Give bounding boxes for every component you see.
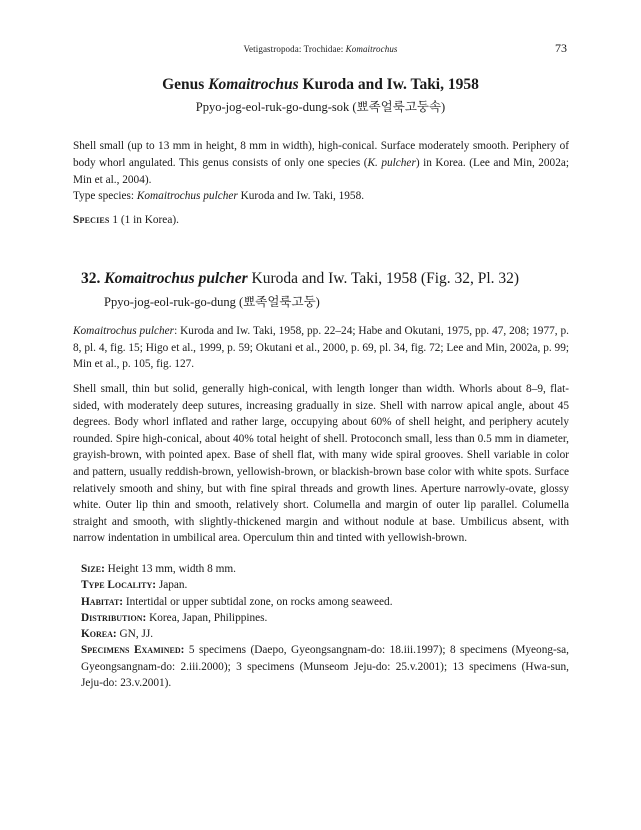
fact-habitat bbox=[81, 594, 569, 610]
genus-title-prefix: Genus bbox=[162, 76, 209, 93]
synonymy bbox=[73, 323, 569, 373]
fact-label: Korea: bbox=[81, 628, 117, 641]
fact-value: Intertidal or upper subtidal zone, on rocks among seaweed. bbox=[123, 595, 393, 608]
genus-title-name: Komaitrochus bbox=[208, 76, 299, 93]
page-number: 73 bbox=[555, 41, 567, 55]
fact-value: Height 13 mm, width 8 mm. bbox=[104, 563, 237, 575]
fact-label: Specimens Examined: bbox=[81, 644, 185, 657]
fact-size bbox=[81, 561, 569, 577]
genus-description-species: K. pulcher bbox=[367, 157, 416, 169]
synonymy-name: Komaitrochus pulcher bbox=[73, 325, 175, 337]
running-head-genus: Komaitrochus bbox=[345, 44, 398, 54]
genus-description-b: ) in Korea. (Lee and Min, 2002a; Min et al., 2004). bbox=[73, 157, 570, 186]
fact-value: 5 specimens (Daepo, Gyeongsangnam-do: 18.iii.1997); 8 specimens (Myeong-sa, Gyeongsangnam-do: 2.iii.2000); 3 specimens (Munseom Jeju-do: 25.v.2001); 13 specimens (Hwa-sun, Jeju-do: 23.v.2001). bbox=[81, 644, 569, 690]
fact-value: GN, JJ. bbox=[116, 628, 154, 641]
species-count bbox=[73, 212, 569, 229]
fact-label: Habitat: bbox=[81, 595, 124, 608]
species-facts bbox=[81, 561, 569, 691]
running-head-prefix: Vetigastropoda: Trochidae: bbox=[243, 44, 346, 54]
genus-title-author: Kuroda and Iw. Taki, 1958 bbox=[298, 76, 479, 93]
genus-description-a: Shell small (up to 13 mm in height, 8 mm in width), high-conical. Surface moderately smooth. Periphery of body whorl angulated. This genus consists of only one species ( bbox=[73, 140, 569, 169]
genus-korean-name: Ppyo-jog-eol-ruk-go-dung-sok (뾰족얼룩고둥속) bbox=[195, 100, 446, 114]
species-name: Komaitrochus pulcher bbox=[104, 270, 248, 287]
fact-value: Japan. bbox=[156, 579, 188, 592]
fact-label: Distribution: bbox=[81, 611, 147, 624]
species-count-label: Species bbox=[73, 214, 110, 226]
type-species bbox=[73, 188, 569, 205]
species-number: 32. bbox=[81, 270, 101, 287]
species-title bbox=[81, 270, 519, 288]
synonymy-references: : Kuroda and Iw. Taki, 1958, pp. 22–24; Habe and Okutani, 1975, pp. 47, 208; 1977, p. 8, pl. 4, fig. 15; Higo et al., 1999, p. 59; Okutani et al., 2000, p. 69, pl. 34, fig. 72; Lee and Min, 2002a, p. 99; Min et al., p. 105, fig. 127. bbox=[73, 325, 569, 371]
type-species-name: Komaitrochus pulcher bbox=[136, 190, 238, 202]
species-description: Shell small, thin but solid, generally high-conical, with length longer than width. Whorls about 8–9, flat-sided, with moderately deep sutures, increasing gradually in size. Shell with narrow apical angle, about 45 degrees. Body whorl inflated and rather large, occupying about 60% of shell height, and periphery acutely rounded. Spire high-conical, about 40% total height of shell. Protoconch small, less than 0.5 mm in diameter, grayish-brown, with pointed apex. Base of shell flat, with many wide spiral grooves. Shell variable in color and pattern, usually reddish-brown, yellowish-brown, or blackish-brown base color with white spots. Surface relatively smooth and shiny, but with fine spiral threads and growth lines. Aperture narrowly-ovate, glossy white. Outer lip thin and smooth, relatively short. Columella and margin of outer lip parallel. Columella straight and smooth, with slightly-thickened margin and without nodule at base. Umbilicus absent, with narrow indentation in umbilical area. Operculum thin and tinted with yellowish-brown. bbox=[73, 383, 569, 545]
genus-title bbox=[0, 76, 641, 94]
species-count-value: 1 (1 in Korea). bbox=[109, 214, 179, 226]
fact-value: Korea, Japan, Philippines. bbox=[146, 611, 268, 624]
fact-label: Type Locality: bbox=[81, 579, 156, 592]
fact-type-locality bbox=[81, 577, 569, 593]
fact-distribution bbox=[81, 610, 569, 626]
species-korean-name: Ppyo-jog-eol-ruk-go-dung (뾰족얼룩고둥) bbox=[104, 295, 320, 309]
type-species-author: Kuroda and Iw. Taki, 1958. bbox=[237, 190, 365, 202]
fact-label: Size: bbox=[81, 563, 105, 575]
fact-korea bbox=[81, 626, 569, 642]
genus-description bbox=[73, 138, 569, 189]
running-head bbox=[0, 44, 641, 54]
fact-specimens-examined bbox=[81, 642, 569, 691]
type-species-label: Type species: bbox=[73, 190, 137, 202]
species-author: Kuroda and Iw. Taki, 1958 (Fig. 32, Pl. 32) bbox=[247, 270, 520, 287]
